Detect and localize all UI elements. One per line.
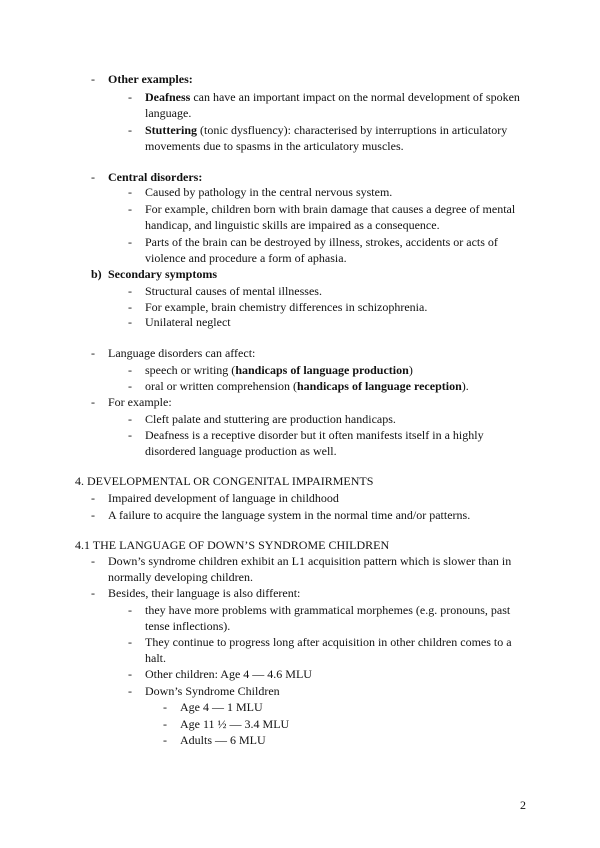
bullet-dash: - xyxy=(91,491,95,505)
line-text xyxy=(108,345,255,361)
bold-term: Deafness xyxy=(145,90,191,104)
bullet-dash: - xyxy=(128,635,132,649)
bullet-dash: - xyxy=(128,667,132,681)
text-run: A failure to acquire the language system in the normal time and/or patterns. xyxy=(108,508,471,522)
line-text xyxy=(145,314,231,330)
text-run: 4. DEVELOPMENTAL OR CONGENITAL IMPAIRMENTS xyxy=(75,474,374,488)
bullet-dash: - xyxy=(128,185,132,199)
bullet-dash: - xyxy=(128,428,132,442)
text-run: Caused by pathology in the central nervous system. xyxy=(145,185,393,199)
bullet-dash: - xyxy=(128,412,132,426)
text-run: tense inflections). xyxy=(145,619,231,633)
bullet-dash: - xyxy=(91,508,95,522)
line-text xyxy=(108,490,339,506)
bullet-dash: - xyxy=(128,379,132,393)
text-run: Cleft palate and stuttering are production handicaps. xyxy=(145,412,396,426)
line-text xyxy=(108,585,300,601)
text-run: For example: xyxy=(108,395,172,409)
line-text xyxy=(180,716,289,732)
text-run: movements due to spasms in the articulatory muscles. xyxy=(145,139,404,153)
line-text xyxy=(108,71,193,87)
bullet-dash: - xyxy=(128,363,132,377)
line-text xyxy=(108,169,202,185)
text-run: Down’s syndrome children exhibit an L1 acquisition pattern which is slower than in xyxy=(108,554,512,568)
bullet-dash: - xyxy=(163,733,167,747)
line-text xyxy=(145,666,312,682)
bullet-dash: - xyxy=(91,346,95,360)
bullet-dash: - xyxy=(128,284,132,298)
text-run: Impaired development of language in childhood xyxy=(108,491,339,505)
bullet-dash: - xyxy=(91,554,95,568)
bullet-dash: - xyxy=(91,170,95,184)
text-run: Down’s Syndrome Children xyxy=(145,684,280,698)
line-text xyxy=(145,201,515,217)
line-text xyxy=(145,443,337,459)
text-run: Language disorders can affect: xyxy=(108,346,256,360)
bullet-dash: - xyxy=(128,123,132,137)
text-run: ) xyxy=(408,363,413,377)
text-run: Other children: Age 4 — 4.6 MLU xyxy=(145,667,312,681)
text-run: Unilateral neglect xyxy=(145,315,231,329)
bullet-dash: - xyxy=(163,700,167,714)
line-text xyxy=(145,411,396,427)
bullet-dash: - xyxy=(128,235,132,249)
text-run: ). xyxy=(461,379,469,393)
text-run: violence and procedure a form of aphasia. xyxy=(145,251,347,265)
line-text xyxy=(108,394,172,410)
line-text xyxy=(145,427,484,443)
line-text xyxy=(145,378,469,394)
line-text xyxy=(108,569,253,585)
line-text xyxy=(108,507,470,523)
text-run: they have more problems with grammatical morphemes (e.g. pronouns, past xyxy=(145,603,511,617)
bold-term: Secondary symptoms xyxy=(108,267,218,281)
text-run: language. xyxy=(145,106,192,120)
text-run: Besides, their language is also different: xyxy=(108,586,301,600)
text-run: Adults — 6 MLU xyxy=(180,733,266,747)
page-number: 2 xyxy=(520,798,526,812)
line-text xyxy=(145,618,230,634)
line-text xyxy=(145,283,322,299)
text-run: normally developing children. xyxy=(108,570,253,584)
line-text xyxy=(145,250,347,266)
text-run: speech or writing ( xyxy=(145,363,236,377)
bold-term: Other examples: xyxy=(108,72,193,86)
text-run: Age 11 ½ — 3.4 MLU xyxy=(180,717,290,731)
text-run: For example, brain chemistry differences in schizophrenia. xyxy=(145,300,428,314)
section-marker: b) xyxy=(91,267,102,281)
bold-term: Stuttering xyxy=(145,123,197,137)
text-run: can have an important impact on the normal development of spoken xyxy=(190,90,520,104)
text-run: oral or written comprehension ( xyxy=(145,379,297,393)
bullet-dash: - xyxy=(128,202,132,216)
line-text xyxy=(145,184,392,200)
line-text xyxy=(180,732,266,748)
line-text xyxy=(75,473,373,489)
line-text xyxy=(180,699,263,715)
line-text xyxy=(108,553,511,569)
bullet-dash: - xyxy=(163,717,167,731)
line-text xyxy=(75,537,389,553)
bullet-dash: - xyxy=(91,395,95,409)
text-run: halt. xyxy=(145,651,166,665)
text-run: disordered language production as well. xyxy=(145,444,337,458)
bold-term: Central disorders: xyxy=(108,170,203,184)
text-run: They continue to progress long after acquisition in other children comes to a xyxy=(145,635,512,649)
bullet-dash: - xyxy=(128,315,132,329)
line-text xyxy=(145,299,427,315)
line-text xyxy=(145,105,191,121)
bold-term: handicaps of language reception xyxy=(296,379,462,393)
bullet-dash: - xyxy=(91,72,95,86)
text-run: For example, children born with brain damage that causes a degree of mental xyxy=(145,202,516,216)
text-run: Parts of the brain can be destroyed by illness, strokes, accidents or acts of xyxy=(145,235,498,249)
line-text xyxy=(145,89,520,105)
line-text xyxy=(145,138,404,154)
line-text xyxy=(145,602,510,618)
line-text xyxy=(145,650,166,666)
line-text xyxy=(108,266,217,282)
line-text xyxy=(145,234,498,250)
text-run: Structural causes of mental illnesses. xyxy=(145,284,322,298)
text-run: (tonic dysfluency): characterised by interruptions in articulatory xyxy=(197,123,508,137)
text-run: Age 4 — 1 MLU xyxy=(180,700,263,714)
bold-term: handicaps of language production xyxy=(235,363,409,377)
bullet-dash: - xyxy=(128,300,132,314)
text-run: 4.1 THE LANGUAGE OF DOWN’S SYNDROME CHILDREN xyxy=(75,538,390,552)
bullet-dash: - xyxy=(128,90,132,104)
line-text xyxy=(145,683,280,699)
bullet-dash: - xyxy=(128,684,132,698)
line-text xyxy=(145,362,413,378)
line-text xyxy=(145,634,512,650)
line-text xyxy=(145,217,440,233)
bullet-dash: - xyxy=(128,603,132,617)
line-text xyxy=(145,122,507,138)
text-run: Deafness is a receptive disorder but it often manifests itself in a highly xyxy=(145,428,484,442)
text-run: handicap, and linguistic skills are impaired as a consequence. xyxy=(145,218,440,232)
bullet-dash: - xyxy=(91,586,95,600)
